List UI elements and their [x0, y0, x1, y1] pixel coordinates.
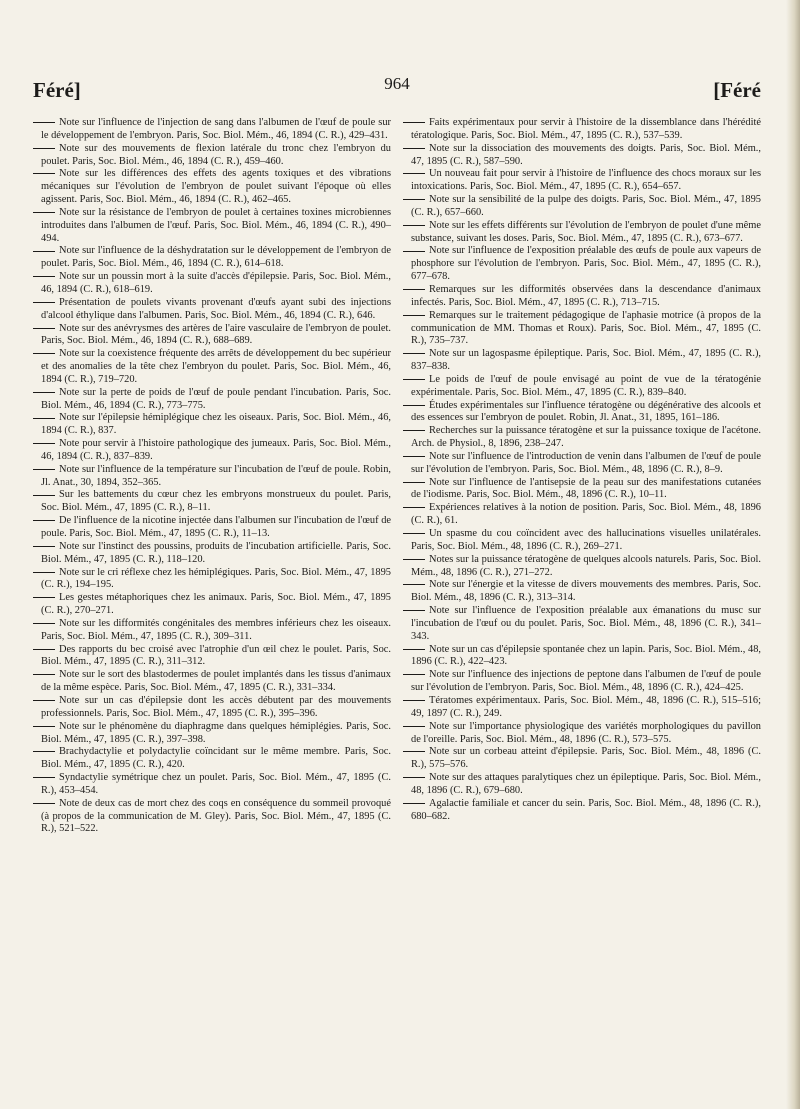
entry-text: Faits expérimentaux pour servir à l'histoire de la dissemblance dans l'hérédité tératologique. Paris, Soc. Biol. Mém., 47, 1895 (C. R.), 537–539.	[411, 117, 761, 141]
ditto-dash	[33, 353, 55, 354]
bibliography-entry	[33, 464, 391, 490]
entry-text: Agalactie familiale et cancer du sein. Paris, Soc. Biol. Mém., 48, 1896 (C. R.), 680–682.	[411, 797, 761, 822]
bibliography-entry	[403, 194, 761, 220]
ditto-dash	[403, 482, 425, 483]
entry-text: Note sur les difformités congénitales des membres inférieurs chez les oiseaux. Paris, Soc. Biol. Mém., 47, 1895 (C. R.), 309–311.	[41, 617, 391, 642]
ditto-dash	[33, 572, 55, 573]
ditto-dash	[33, 212, 55, 213]
bibliography-entry	[403, 695, 761, 721]
ditto-dash	[33, 148, 55, 149]
ditto-dash	[33, 443, 55, 444]
bibliography-entry	[33, 168, 391, 207]
ditto-dash	[403, 674, 425, 675]
bibliography-entry	[403, 245, 761, 284]
entry-text: Des rapports du bec croisé avec l'atrophie d'un œil chez le poulet. Paris, Soc. Biol. Mém., 47, 1895 (C. R.), 311–312.	[41, 643, 391, 668]
bibliography-entry	[403, 477, 761, 503]
ditto-dash	[33, 276, 55, 277]
entry-text: Syndactylie symétrique chez un poulet. Paris, Soc. Biol. Mém., 47, 1895 (C. R.), 453–454.	[41, 772, 391, 796]
ditto-dash	[33, 302, 55, 303]
ditto-dash	[33, 674, 55, 675]
ditto-dash	[33, 495, 55, 496]
entry-text: Note sur un corbeau atteint d'épilepsie. Paris, Soc. Biol. Mém., 48, 1896 (C. R.), 575–576.	[411, 746, 761, 771]
header-author-left: Féré]	[33, 78, 81, 102]
bibliography-entry	[33, 772, 391, 798]
bibliography-entry	[33, 798, 391, 837]
entry-text: Note sur les effets différents sur l'évolution de l'embryon de poulet d'une même substance, suivant les doses. Paris, Soc. Biol. Mém., 47, 1895 (C. R.), 673–677.	[411, 219, 761, 244]
entry-text: Note sur la résistance de l'embryon de poulet à certaines toxines microbiennes introduites dans l'albumen de l'œuf. Paris, Soc. Biol. Mém., 46, 1894 (C. R.), 490–494.	[41, 206, 391, 244]
entry-text: Un spasme du cou coïncident avec des hallucinations visuelles unilatérales. Paris, Soc. Biol. Mém., 48, 1896 (C. R.), 269–271.	[411, 528, 761, 552]
bibliography-entry	[403, 425, 761, 451]
running-header	[33, 72, 761, 108]
bibliography-entry	[403, 644, 761, 670]
entry-text: Note de deux cas de mort chez des coqs en conséquence du sommeil provoqué (à propos de la communication de M. Gley). Paris, Soc. Biol. Mém., 47, 1895 (C. R.), 521–522.	[41, 797, 391, 835]
entry-text: De l'influence de la nicotine injectée dans l'albumen sur l'incubation de l'œuf de poule. Paris, Soc. Biol. Mém., 47, 1895 (C. R.), 11–13.	[41, 515, 391, 539]
bibliography-entry	[33, 387, 391, 413]
entry-text: Note sur des attaques paralytiques chez un épileptique. Paris, Soc. Biol. Mém., 48, 1896 (C. R.), 679–680.	[411, 772, 761, 796]
entry-text: Brachydactylie et polydactylie coïncidant sur le même membre. Paris, Soc. Biol. Mém., 47, 1895 (C. R.), 420.	[41, 746, 391, 771]
entry-text: Note sur la coexistence fréquente des arrêts de développement du bec supérieur et des anomalies de la tête chez l'embryon du poulet. Paris, Soc. Biol. Mém., 46, 1894 (C. R.), 719–720.	[41, 348, 391, 385]
bibliography-entry	[403, 798, 761, 824]
ditto-dash	[33, 726, 55, 727]
entry-text: Tératomes expérimentaux. Paris, Soc. Biol. Mém., 48, 1896 (C. R.), 515–516; 49, 1897 (C. R.), 249.	[411, 694, 761, 719]
ditto-dash	[403, 122, 425, 123]
entry-text: Note sur la dissociation des mouvements des doigts. Paris, Soc. Biol. Mém., 47, 1895 (C. R.), 587–590.	[411, 142, 761, 167]
entry-text: Le poids de l'œuf de poule envisagé au point de vue de la tératogénie expérimentale. Paris, Soc. Biol. Mém., 47, 1895 (C. R.), 839–840.	[411, 373, 761, 398]
entry-text: Sur les battements du cœur chez les embryons monstrueux du poulet. Paris, Soc. Biol. Mém., 47, 1895 (C. R.), 8–11.	[41, 489, 391, 514]
bibliography-entry	[403, 605, 761, 644]
ditto-dash	[403, 456, 425, 457]
bibliography-entry	[403, 669, 761, 695]
bibliography-entry	[403, 310, 761, 349]
right-column	[403, 117, 761, 1102]
header-author-right: [Féré	[713, 78, 761, 102]
ditto-dash	[403, 405, 425, 406]
ditto-dash	[33, 251, 55, 252]
entry-text: Note sur la sensibilité de la pulpe des doigts. Paris, Soc. Biol. Mém., 47, 1895 (C. R.), 657–660.	[411, 194, 761, 218]
ditto-dash	[403, 430, 425, 431]
ditto-dash	[403, 610, 425, 611]
bibliography-entry	[33, 348, 391, 387]
entry-text: Note sur des anévrysmes des artères de l'aire vasculaire de l'embryon de poulet. Paris, Soc. Biol. Mém., 46, 1894 (C. R.), 688–689.	[41, 322, 391, 347]
bibliography-entry	[33, 143, 391, 169]
bibliography-entry	[403, 117, 761, 143]
entry-text: Note sur le sort des blastodermes de poulet implantés dans les tissus d'animaux de la même espèce. Paris, Soc. Biol. Mém., 47, 1895 (C. R.), 331–334.	[41, 669, 391, 694]
bibliography-entry	[403, 721, 761, 747]
entry-text: Note sur la perte de poids de l'œuf de poule pendant l'incubation. Paris, Soc. Biol. Mém., 46, 1894 (C. R.), 773–775.	[41, 386, 391, 411]
ditto-dash	[403, 803, 425, 804]
bibliography-entry	[403, 772, 761, 798]
bibliography-entry	[33, 618, 391, 644]
bibliography-entry	[403, 451, 761, 477]
ditto-dash	[33, 328, 55, 329]
bibliography-entry	[403, 400, 761, 426]
bibliography-entry	[403, 143, 761, 169]
ditto-dash	[403, 533, 425, 534]
ditto-dash	[403, 559, 425, 560]
entry-text: Les gestes métaphoriques chez les animaux. Paris, Soc. Biol. Mém., 47, 1895 (C. R.), 270–271.	[41, 592, 391, 617]
bibliography-entry	[403, 528, 761, 554]
bibliography-entry	[403, 284, 761, 310]
entry-text: Un nouveau fait pour servir à l'histoire de l'influence des chocs moraux sur les intoxications. Paris, Soc. Biol. Mém., 47, 1895 (C. R.), 654–657.	[411, 168, 761, 193]
ditto-dash	[33, 777, 55, 778]
entry-text: Note sur l'importance physiologique des variétés morphologiques du pavillon de l'oreille. Paris, Soc. Biol. Mém., 48, 1896 (C. R.), 573–575.	[411, 720, 761, 745]
ditto-dash	[33, 597, 55, 598]
entry-text: Note sur le cri réflexe chez les hémiplégiques. Paris, Soc. Biol. Mém., 47, 1895 (C. R.), 194–195.	[41, 566, 391, 591]
ditto-dash	[403, 726, 425, 727]
ditto-dash	[33, 803, 55, 804]
bibliography-entry	[33, 541, 391, 567]
ditto-dash	[403, 584, 425, 585]
ditto-dash	[403, 700, 425, 701]
bibliography-entry	[33, 438, 391, 464]
entry-text: Remarques sur les difformités observées dans la descendance d'animaux infectés. Paris, Soc. Biol. Mém., 47, 1895 (C. R.), 713–715.	[411, 283, 761, 308]
bibliography-entry	[33, 695, 391, 721]
entry-text: Note sur le phénomène du diaphragme dans quelques hémiplégies. Paris, Soc. Biol. Mém., 47, 1895 (C. R.), 397–398.	[41, 720, 391, 745]
bibliography-entry	[403, 579, 761, 605]
bibliography-entry	[403, 502, 761, 528]
ditto-dash	[403, 649, 425, 650]
entry-text: Note sur les différences des effets des agents toxiques et des vibrations mécaniques sur l'évolution de l'embryon de poulet suivant l'époque où elles agissent. Paris, Soc. Biol. Mém., 46, 1894 (C. R.), 462–465.	[41, 168, 391, 206]
entry-text: Note sur un lagospasme épileptique. Paris, Soc. Biol. Mém., 47, 1895 (C. R.), 837–838.	[411, 348, 761, 373]
bibliography-entry	[33, 644, 391, 670]
ditto-dash	[33, 122, 55, 123]
entry-text: Notes sur la puissance tératogène de quelques alcools naturels. Paris, Soc. Biol. Mém., 48, 1896 (C. R.), 271–272.	[411, 553, 761, 578]
bibliography-entry	[403, 168, 761, 194]
ditto-dash	[33, 751, 55, 752]
entry-text: Note sur l'influence de l'injection de sang dans l'albumen de l'œuf de poule sur le développement de l'embryon. Paris, Soc. Biol. Mém., 46, 1894 (C. R.), 429–431.	[41, 117, 391, 141]
bibliography-entry	[33, 297, 391, 323]
bibliography-entry	[33, 117, 391, 143]
entry-text: Note sur un cas d'épilepsie spontanée chez un lapin. Paris, Soc. Biol. Mém., 48, 1896 (C. R.), 422–423.	[411, 643, 761, 668]
bibliography-entry	[403, 348, 761, 374]
bibliography-entry	[403, 554, 761, 580]
ditto-dash	[33, 520, 55, 521]
entry-text: Note sur l'influence de la déshydratation sur le développement de l'embryon de poulet. Paris, Soc. Biol. Mém., 46, 1894 (C. R.), 614–618.	[41, 245, 391, 270]
page-number: 964	[384, 74, 410, 93]
ditto-dash	[33, 469, 55, 470]
bibliography-entry	[33, 567, 391, 593]
entry-text: Expériences relatives à la notion de position. Paris, Soc. Biol. Mém., 48, 1896 (C. R.), 61.	[411, 502, 761, 527]
ditto-dash	[403, 199, 425, 200]
entry-text: Note sur l'influence de l'antisepsie de la peau sur des manifestations cutanées de l'iodisme. Paris, Soc. Biol. Mém., 48, 1896 (C. R.), 10–11.	[411, 476, 761, 501]
entry-text: Note sur l'énergie et la vitesse de divers mouvements des membres. Paris, Soc. Biol. Mém., 48, 1896 (C. R.), 313–314.	[411, 579, 761, 604]
bibliography-entry	[33, 323, 391, 349]
ditto-dash	[33, 649, 55, 650]
left-column	[33, 117, 391, 1102]
ditto-dash	[403, 315, 425, 316]
entry-text: Note sur l'influence de l'exposition préalable aux émanations du musc sur l'incubation de l'œuf ou du poulet. Paris, Soc. Biol. Mém., 48, 1896 (C. R.), 341–343.	[411, 605, 761, 642]
entry-text: Note sur l'influence de l'exposition préalable des œufs de poule aux vapeurs de phosphore sur l'évolution de l'embryon. Paris, Soc. Biol. Mém., 47, 1895 (C. R.), 677–678.	[411, 245, 761, 283]
ditto-dash	[33, 546, 55, 547]
ditto-dash	[403, 289, 425, 290]
bibliography-entry	[33, 515, 391, 541]
ditto-dash	[403, 148, 425, 149]
bibliography-entry	[33, 592, 391, 618]
bibliography-entry	[33, 489, 391, 515]
ditto-dash	[33, 700, 55, 701]
ditto-dash	[403, 173, 425, 174]
page-edge-shadow	[786, 0, 800, 1109]
bibliography-entry	[403, 374, 761, 400]
entry-text: Note sur l'influence de la température sur l'incubation de l'œuf de poule. Robin, Jl. Anat., 30, 1894, 352–365.	[41, 463, 391, 488]
ditto-dash	[403, 777, 425, 778]
ditto-dash	[403, 379, 425, 380]
bibliography-columns	[33, 117, 761, 1102]
ditto-dash	[33, 173, 55, 174]
bibliography-entry	[33, 721, 391, 747]
entry-text: Présentation de poulets vivants provenant d'œufs ayant subi des injections d'alcool éthylique dans l'albumen. Paris, Soc. Biol. Mém., 46, 1894 (C. R.), 646.	[41, 296, 391, 321]
ditto-dash	[403, 353, 425, 354]
ditto-dash	[403, 225, 425, 226]
entry-text: Note sur un cas d'épilepsie dont les accès débutent par des mouvements professionnels. Paris, Soc. Biol. Mém., 47, 1895 (C. R.), 395–396.	[41, 694, 391, 719]
ditto-dash	[33, 418, 55, 419]
entry-text: Remarques sur le traitement pédagogique de l'aphasie motrice (à propos de la communication de MM. Thomas et Roux). Paris, Soc. Biol. Mém., 47, 1895 (C. R.), 735–737.	[411, 309, 761, 347]
entry-text: Note sur l'instinct des poussins, produits de l'incubation artificielle. Paris, Soc. Biol. Mém., 47, 1895 (C. R.), 118–120.	[41, 540, 391, 565]
ditto-dash	[33, 623, 55, 624]
bibliography-entry	[33, 746, 391, 772]
entry-text: Recherches sur la puissance tératogène et sur la puissance toxique de l'acétone. Arch. de Physiol., 8, 1896, 238–247.	[411, 425, 761, 450]
bibliography-entry	[33, 669, 391, 695]
entry-text: Note sur l'influence de l'introduction de venin dans l'albumen de l'œuf de poule sur l'évolution de l'embryon. Paris, Soc. Biol. Mém., 48, 1896 (C. R.), 8–9.	[411, 450, 761, 475]
entry-text: Note sur l'influence des injections de peptone dans l'albumen de l'œuf de poule sur l'évolution de l'embryon. Paris, Soc. Biol. Mém., 48, 1896 (C. R.), 424–425.	[411, 669, 761, 694]
entry-text: Note sur des mouvements de flexion latérale du tronc chez l'embryon du poulet. Paris, Soc. Biol. Mém., 46, 1894 (C. R.), 459–460.	[41, 142, 391, 167]
entry-text: Note sur l'épilepsie hémiplégique chez les oiseaux. Paris, Soc. Biol. Mém., 46, 1894 (C. R.), 837.	[41, 412, 391, 437]
entry-text: Note pour servir à l'histoire pathologique des jumeaux. Paris, Soc. Biol. Mém., 46, 1894 (C. R.), 837–839.	[41, 438, 391, 462]
bibliography-entry	[403, 746, 761, 772]
ditto-dash	[403, 507, 425, 508]
bibliography-entry	[33, 271, 391, 297]
ditto-dash	[403, 751, 425, 752]
bibliography-entry	[33, 245, 391, 271]
bibliography-entry	[33, 207, 391, 246]
ditto-dash	[403, 251, 425, 252]
entry-text: Études expérimentales sur l'influence tératogène ou dégénérative des alcools et des essences sur l'embryon de poulet. Robin, Jl. Anat., 31, 1895, 161–186.	[411, 399, 761, 424]
bibliography-entry	[33, 412, 391, 438]
ditto-dash	[33, 392, 55, 393]
bibliography-entry	[403, 220, 761, 246]
entry-text: Note sur un poussin mort à la suite d'accès d'épilepsie. Paris, Soc. Biol. Mém., 46, 1894 (C. R.), 618–619.	[41, 271, 391, 295]
